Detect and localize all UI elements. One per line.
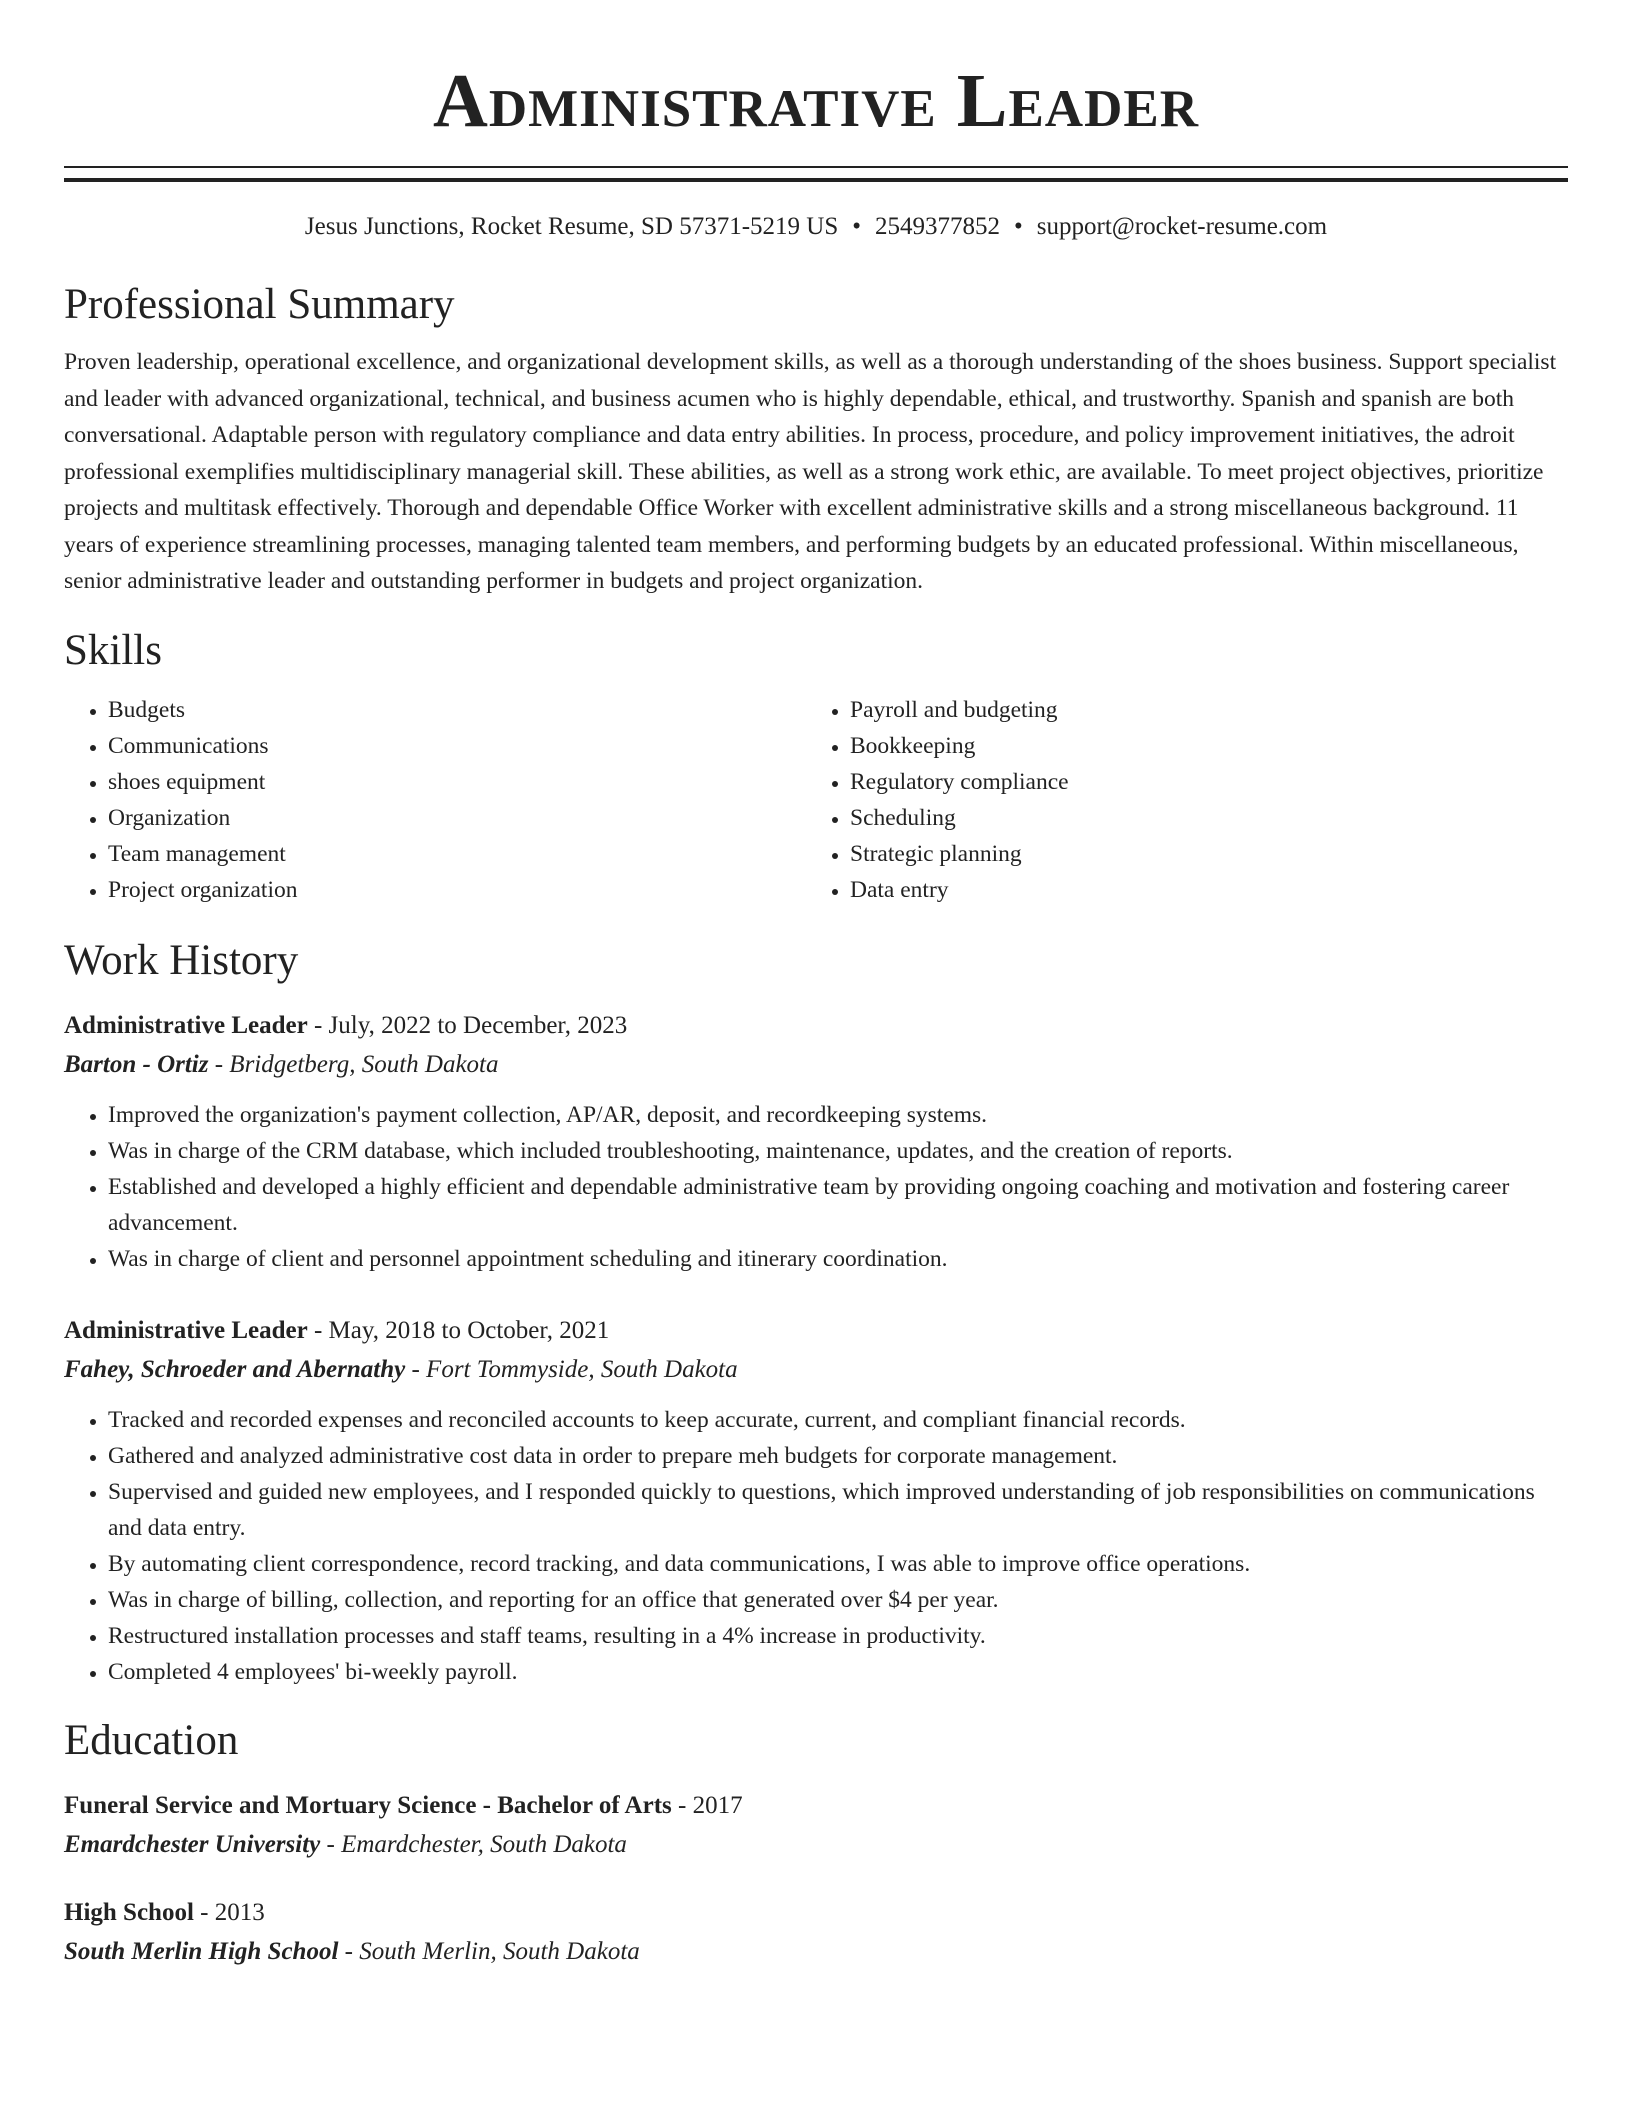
contact-separator: • — [852, 213, 862, 240]
education-section — [64, 1716, 1568, 1970]
contact-line — [64, 210, 1568, 244]
graduation-year: - 2017 — [671, 1791, 743, 1819]
work-history-heading: Work History — [64, 936, 299, 984]
summary-section — [64, 280, 1568, 600]
duty-item: • Was in charge of client and personnel appointment scheduling and itinerary coordination. — [108, 1241, 1568, 1277]
school-location: - Emardchester, South Dakota — [320, 1830, 627, 1858]
job-company-line — [64, 1047, 1568, 1083]
school-name: Emardchester University — [64, 1830, 321, 1858]
duty-item: • Supervised and guided new employees, and I responded quickly to questions, which improved understanding of job responsibilities on communications and data entry. — [108, 1474, 1568, 1546]
phone: 2549377852 — [875, 213, 1001, 240]
duty-item: • Completed 4 employees' bi-weekly payroll. — [108, 1654, 1568, 1690]
job-company: Barton - Ortiz — [64, 1050, 209, 1078]
degree-line — [64, 1788, 1568, 1824]
job-location: - Fort Tommyside, South Dakota — [405, 1355, 738, 1383]
duty-item: • By automating client correspondence, record tracking, and data communications, I was able to improve office operations. — [108, 1546, 1568, 1582]
skills-section — [64, 626, 1568, 908]
skills-columns — [64, 692, 1568, 908]
address: Jesus Junctions, Rocket Resume, SD 57371-5219 US — [304, 213, 839, 240]
duty-item: • Improved the organization's payment collection, AP/AR, deposit, and recordkeeping systems. — [108, 1097, 1568, 1133]
degree-line — [64, 1895, 1568, 1931]
job-title: Administrative Leader — [64, 1316, 308, 1344]
duty-item: • Gathered and analyzed administrative cost data in order to prepare meh budgets for corporate management. — [108, 1438, 1568, 1474]
summary-text: Proven leadership, operational excellence, and organizational development skills, as well as a thorough understanding of the shoes business. Support specialist and leader with advanced organizational, technical, and business acumen who is highly dependable, ethical, and trustworthy. Spanish and spanish are both conversational. Adaptable person with regulatory compliance and data entry abilities. In process, procedure, and policy improvement initiatives, the adroit professional exemplifies multidisciplinary managerial skill. These abilities, as well as a strong work ethic, are available. To meet project objectives, prioritize projects and multitask effectively. Thorough and dependable Office Worker with excellent administrative skills and a strong miscellaneous background. 11 years of experience streamlining processes, managing talented team members, and performing budgets by an educated professional. Within miscellaneous, senior administrative leader and outstanding performer in budgets and project organization. — [64, 349, 1557, 594]
job-duties — [64, 1097, 1568, 1277]
skill-item: • Team management — [108, 836, 806, 872]
header-divider — [64, 166, 1568, 182]
summary-heading: Professional Summary — [64, 281, 455, 328]
skill-item: • Data entry — [850, 872, 1548, 908]
job-entry — [64, 1008, 1568, 1277]
school-line — [64, 1827, 1568, 1863]
education-heading: Education — [64, 1716, 239, 1764]
skill-item: • Strategic planning — [850, 836, 1548, 872]
school-line — [64, 1934, 1568, 1970]
skill-item: • Bookkeeping — [850, 728, 1548, 764]
skill-item: • Communications — [108, 728, 806, 764]
email: support@rocket-resume.com — [1036, 213, 1328, 240]
job-company-line — [64, 1352, 1568, 1388]
skill-item: • Regulatory compliance — [850, 764, 1548, 800]
skill-item: • Budgets — [108, 692, 806, 728]
duty-item: • Was in charge of billing, collection, and reporting for an office that generated over $4 per year. — [108, 1582, 1568, 1618]
skills-left-column — [64, 692, 806, 908]
job-dates: - May, 2018 to October, 2021 — [307, 1316, 610, 1344]
degree: High School — [64, 1898, 194, 1926]
job-company: Fahey, Schroeder and Abernathy — [64, 1355, 406, 1383]
duty-item: • Was in charge of the CRM database, which included troubleshooting, maintenance, updates, and the creation of reports. — [108, 1133, 1568, 1169]
candidate-name: Administrative Leader — [433, 59, 1199, 143]
job-duties — [64, 1402, 1568, 1690]
skill-item: • shoes equipment — [108, 764, 806, 800]
skill-item: • Project organization — [108, 872, 806, 908]
duty-item: • Restructured installation processes and staff teams, resulting in a 4% increase in productivity. — [108, 1618, 1568, 1654]
school-name: South Merlin High School — [64, 1937, 339, 1965]
school-location: - South Merlin, South Dakota — [338, 1937, 640, 1965]
skill-item: • Scheduling — [850, 800, 1548, 836]
degree: Funeral Service and Mortuary Science - Bachelor of Arts — [64, 1791, 672, 1819]
work-history-section — [64, 936, 1568, 1690]
skills-heading: Skills — [64, 626, 162, 674]
job-title-line — [64, 1008, 1568, 1044]
job-location: - Bridgetberg, South Dakota — [208, 1050, 499, 1078]
duty-item: • Established and developed a highly efficient and dependable administrative team by providing ongoing coaching and motivation and fostering career advancement. — [108, 1169, 1568, 1241]
contact-separator: • — [1014, 213, 1023, 240]
duty-item: • Tracked and recorded expenses and reconciled accounts to keep accurate, current, and compliant financial records. — [108, 1402, 1568, 1438]
job-entry — [64, 1313, 1568, 1690]
job-title-line — [64, 1313, 1568, 1349]
education-entry — [64, 1788, 1568, 1863]
graduation-year: - 2013 — [193, 1898, 265, 1926]
job-title: Administrative Leader — [64, 1011, 308, 1039]
skills-right-column — [806, 692, 1548, 908]
job-dates: - July, 2022 to December, 2023 — [307, 1011, 628, 1039]
education-entry — [64, 1895, 1568, 1970]
skill-item: • Organization — [108, 800, 806, 836]
skill-item: • Payroll and budgeting — [850, 692, 1548, 728]
